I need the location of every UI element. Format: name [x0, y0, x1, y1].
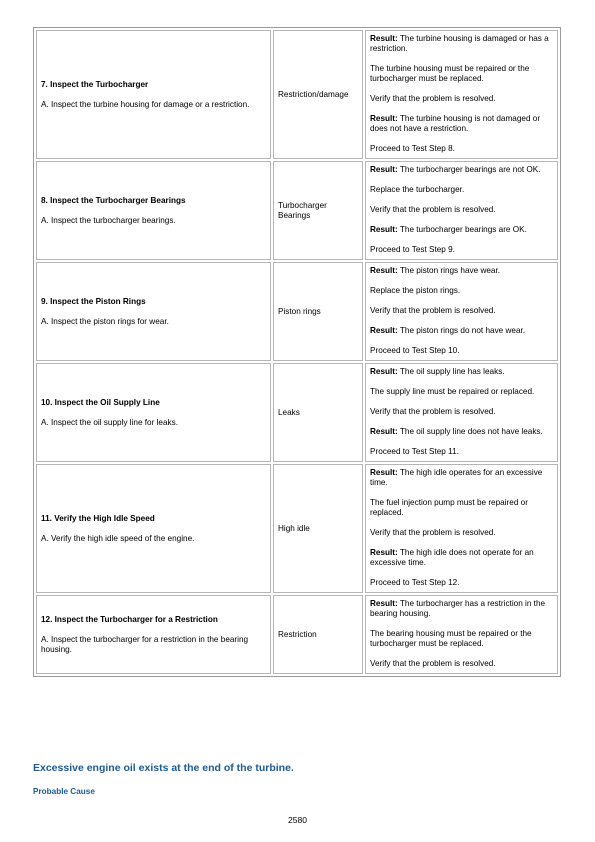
result-text: Proceed to Test Step 8. — [370, 144, 455, 153]
result-text: The high idle does not operate for an excessive time. — [370, 548, 534, 567]
result-paragraph — [370, 94, 553, 104]
result-label: Result: — [370, 548, 398, 557]
result-label: Result: — [370, 34, 398, 43]
result-text: The turbine housing must be repaired or the turbocharger must be replaced. — [370, 64, 530, 83]
results-cell — [365, 262, 558, 361]
result-text: Proceed to Test Step 9. — [370, 245, 455, 254]
test-step-cell — [36, 30, 271, 159]
result-text: The high idle operates for an excessive time. — [370, 468, 543, 487]
result-label: Result: — [370, 468, 398, 477]
page-number: 2580 — [288, 815, 307, 825]
probable-cause-heading: Probable Cause — [33, 787, 95, 796]
result-paragraph — [370, 407, 553, 417]
result-text: Replace the piston rings. — [370, 286, 461, 295]
result-text: The piston rings do not have wear. — [399, 326, 526, 335]
result-paragraph — [370, 447, 553, 457]
result-text: Verify that the problem is resolved. — [370, 94, 496, 103]
result-text: The supply line must be repaired or replaced. — [370, 387, 535, 396]
result-paragraph — [370, 144, 553, 154]
test-steps-body — [36, 30, 558, 674]
result-paragraph — [370, 326, 553, 336]
test-step-row — [36, 363, 558, 462]
test-step-description: A. Inspect the piston rings for wear. — [41, 316, 169, 326]
test-step-title: 8. Inspect the Turbocharger Bearings — [41, 195, 186, 205]
result-label: Result: — [370, 165, 398, 174]
result-text: The oil supply line has leaks. — [399, 367, 505, 376]
test-steps-table — [33, 27, 561, 677]
test-step-cell — [36, 595, 271, 674]
result-paragraph — [370, 266, 553, 276]
result-text: The turbocharger bearings are not OK. — [399, 165, 541, 174]
result-paragraph — [370, 306, 553, 316]
result-label: Result: — [370, 367, 398, 376]
result-paragraph — [370, 34, 553, 54]
result-paragraph — [370, 245, 553, 255]
result-label: Result: — [370, 114, 398, 123]
result-paragraph — [370, 387, 553, 397]
result-text: The bearing housing must be repaired or the turbocharger must be replaced. — [370, 629, 532, 648]
result-paragraph — [370, 578, 553, 588]
test-step-description: A. Inspect the turbine housing for damage or a restriction. — [41, 99, 250, 109]
test-step-row — [36, 262, 558, 361]
test-step-description: A. Verify the high idle speed of the engine. — [41, 533, 195, 543]
result-text: Verify that the problem is resolved. — [370, 306, 496, 315]
test-step-cell — [36, 464, 271, 593]
result-paragraph — [370, 599, 553, 619]
result-text: The piston rings have wear. — [399, 266, 501, 275]
results-cell — [365, 161, 558, 260]
result-text: Replace the turbocharger. — [370, 185, 465, 194]
test-step-row — [36, 464, 558, 593]
result-paragraph — [370, 498, 553, 518]
result-text: Proceed to Test Step 11. — [370, 447, 459, 456]
result-paragraph — [370, 367, 553, 377]
result-text: Verify that the problem is resolved. — [370, 205, 496, 214]
test-step-cell — [36, 363, 271, 462]
result-paragraph — [370, 114, 553, 134]
test-step-title: 10. Inspect the Oil Supply Line — [41, 397, 160, 407]
result-text: The turbine housing is not damaged or does not have a restriction. — [370, 114, 541, 133]
test-step-cell — [36, 262, 271, 361]
test-step-row — [36, 161, 558, 260]
result-label: Result: — [370, 225, 398, 234]
condition-cell: Restriction — [273, 595, 363, 674]
result-paragraph — [370, 629, 553, 649]
test-step-title: 7. Inspect the Turbocharger — [41, 79, 149, 89]
result-paragraph — [370, 165, 553, 175]
test-step-cell — [36, 161, 271, 260]
condition-cell: High idle — [273, 464, 363, 593]
result-text: The turbine housing is damaged or has a restriction. — [370, 34, 549, 53]
test-step-description: A. Inspect the turbocharger bearings. — [41, 215, 176, 225]
condition-cell: Leaks — [273, 363, 363, 462]
test-step-description: A. Inspect the oil supply line for leaks. — [41, 417, 178, 427]
result-paragraph — [370, 205, 553, 215]
result-label: Result: — [370, 266, 398, 275]
result-text: The turbocharger bearings are OK. — [399, 225, 527, 234]
result-paragraph — [370, 659, 553, 669]
result-paragraph — [370, 286, 553, 296]
test-step-row — [36, 595, 558, 674]
result-text: Proceed to Test Step 12. — [370, 578, 460, 587]
result-label: Result: — [370, 326, 398, 335]
results-cell — [365, 595, 558, 674]
result-text: Proceed to Test Step 10. — [370, 346, 460, 355]
result-paragraph — [370, 548, 553, 568]
test-step-description: A. Inspect the turbocharger for a restriction in the bearing housing. — [41, 634, 249, 654]
condition-cell: Piston rings — [273, 262, 363, 361]
result-label: Result: — [370, 599, 398, 608]
test-step-row — [36, 30, 558, 159]
test-step-title: 9. Inspect the Piston Rings — [41, 296, 146, 306]
results-cell — [365, 464, 558, 593]
result-paragraph — [370, 64, 553, 84]
result-paragraph — [370, 528, 553, 538]
result-text: The turbocharger has a restriction in the bearing housing. — [370, 599, 546, 618]
result-paragraph — [370, 185, 553, 195]
result-text: The fuel injection pump must be repaired or replaced. — [370, 498, 528, 517]
result-paragraph — [370, 346, 553, 356]
results-cell — [365, 30, 558, 159]
result-text: The oil supply line does not have leaks. — [399, 427, 543, 436]
test-step-title: 12. Inspect the Turbocharger for a Restriction — [41, 614, 218, 624]
result-text: Verify that the problem is resolved. — [370, 528, 496, 537]
condition-cell: Turbocharger Bearings — [273, 161, 363, 260]
result-text: Verify that the problem is resolved. — [370, 659, 496, 668]
section-heading: Excessive engine oil exists at the end of the turbine. — [33, 762, 294, 774]
condition-cell: Restriction/damage — [273, 30, 363, 159]
result-paragraph — [370, 225, 553, 235]
result-label: Result: — [370, 427, 398, 436]
results-cell — [365, 363, 558, 462]
result-paragraph — [370, 468, 553, 488]
result-paragraph — [370, 427, 553, 437]
test-step-title: 11. Verify the High Idle Speed — [41, 513, 155, 523]
result-text: Verify that the problem is resolved. — [370, 407, 496, 416]
